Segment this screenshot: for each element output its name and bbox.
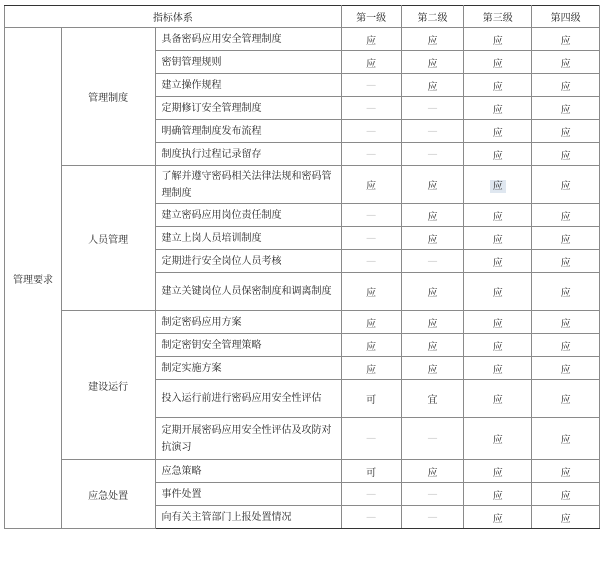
- table-row: [5, 166, 600, 204]
- requirement-value: 应: [560, 81, 571, 93]
- requirement-value: 应: [427, 234, 438, 246]
- level-3-cell: [464, 483, 532, 506]
- level-4-cell: [532, 166, 600, 204]
- requirement-value: 应: [560, 211, 571, 223]
- table-body: [5, 28, 600, 529]
- indicator-item: 制度执行过程记录留存: [155, 143, 341, 166]
- requirement-value: 应: [492, 318, 503, 330]
- indicator-item: 建立操作规程: [155, 74, 341, 97]
- level-4-cell: [532, 143, 600, 166]
- level-1-cell: [341, 506, 401, 529]
- indicator-item: 建立密码应用岗位责任制度: [155, 204, 341, 227]
- requirement-value: 应: [427, 288, 438, 299]
- level-3-cell: [464, 166, 532, 204]
- requirement-value: —: [366, 148, 377, 160]
- indicator-item: 制定密码应用方案: [155, 311, 341, 334]
- level-1-cell: [341, 273, 401, 311]
- level-1-cell: [341, 143, 401, 166]
- level-2-cell: [401, 380, 464, 418]
- level-4-cell: [532, 204, 600, 227]
- level-1-cell: [341, 250, 401, 273]
- requirement-value: 应: [560, 490, 571, 502]
- level-3-cell: [464, 311, 532, 334]
- requirement-value: 应: [492, 35, 503, 47]
- level-3-cell: [464, 97, 532, 120]
- level-4-cell: [532, 334, 600, 357]
- table-row: [5, 28, 600, 51]
- level-2-cell: [401, 334, 464, 357]
- indicator-item: 建立上岗人员培训制度: [155, 227, 341, 250]
- level-2-cell: [401, 28, 464, 51]
- indicator-item: 建立关键岗位人员保密制度和调离制度: [155, 273, 341, 311]
- level-3-cell: [464, 51, 532, 74]
- level-2-cell: [401, 166, 464, 204]
- indicator-item: 制定密钥安全管理策略: [155, 334, 341, 357]
- requirement-value: —: [366, 232, 377, 244]
- level-3-cell: [464, 28, 532, 51]
- header-level-3: 第三级: [464, 6, 532, 28]
- indicator-item: 密钥管理规则: [155, 51, 341, 74]
- indicator-item: 定期进行安全岗位人员考核: [155, 250, 341, 273]
- level-1-cell: [341, 28, 401, 51]
- requirement-value: —: [366, 209, 377, 221]
- requirement-label: 管理要求: [5, 28, 62, 529]
- requirement-value: —: [427, 255, 438, 267]
- requirement-value: 应: [492, 104, 503, 116]
- level-4-cell: [532, 250, 600, 273]
- requirement-value: 应: [492, 81, 503, 93]
- level-4-cell: [532, 483, 600, 506]
- requirement-value: 应: [366, 341, 377, 353]
- requirement-value: 宜: [427, 395, 438, 406]
- category-label: 人员管理: [61, 166, 155, 311]
- level-2-cell: [401, 51, 464, 74]
- requirement-value: 应: [490, 180, 506, 193]
- requirement-value: 应: [560, 234, 571, 246]
- category-label: 应急处置: [61, 460, 155, 529]
- level-4-cell: [532, 357, 600, 380]
- indicator-item: 具备密码应用安全管理制度: [155, 28, 341, 51]
- level-4-cell: [532, 97, 600, 120]
- category-label: 建设运行: [61, 311, 155, 460]
- level-3-cell: [464, 204, 532, 227]
- requirement-value: 应: [560, 395, 571, 406]
- indicator-item: 投入运行前进行密码应用安全性评估: [155, 380, 341, 418]
- level-4-cell: [532, 120, 600, 143]
- level-2-cell: [401, 74, 464, 97]
- level-1-cell: [341, 97, 401, 120]
- level-1-cell: [341, 380, 401, 418]
- indicator-item: 向有关主管部门上报处置情况: [155, 506, 341, 529]
- level-2-cell: [401, 418, 464, 460]
- requirement-value: 应: [492, 211, 503, 223]
- requirement-value: 应: [427, 35, 438, 47]
- requirement-value: —: [427, 488, 438, 500]
- requirement-value: 应: [560, 318, 571, 330]
- header-level-4: 第四级: [532, 6, 600, 28]
- header-level-1: 第一级: [341, 6, 401, 28]
- indicator-item: 应急策略: [155, 460, 341, 483]
- requirement-value: —: [427, 102, 438, 114]
- level-1-cell: [341, 227, 401, 250]
- indicator-item: 定期开展密码应用安全性评估及攻防对抗演习: [155, 418, 341, 460]
- requirement-value: 应: [560, 58, 571, 70]
- requirement-value: 应: [366, 58, 377, 70]
- level-3-cell: [464, 227, 532, 250]
- level-2-cell: [401, 483, 464, 506]
- requirement-value: 应: [427, 364, 438, 376]
- indicator-item: 明确管理制度发布流程: [155, 120, 341, 143]
- requirement-value: 应: [366, 35, 377, 47]
- requirement-value: 可: [366, 395, 377, 406]
- indicator-item: 事件处置: [155, 483, 341, 506]
- level-2-cell: [401, 227, 464, 250]
- level-1-cell: [341, 51, 401, 74]
- level-3-cell: [464, 74, 532, 97]
- requirement-value: 应: [560, 257, 571, 269]
- level-4-cell: [532, 273, 600, 311]
- level-1-cell: [341, 311, 401, 334]
- level-4-cell: [532, 506, 600, 529]
- level-1-cell: [341, 418, 401, 460]
- requirement-value: 应: [492, 513, 503, 525]
- level-3-cell: [464, 506, 532, 529]
- level-3-cell: [464, 334, 532, 357]
- requirement-value: —: [427, 433, 438, 444]
- requirements-table-container: [4, 5, 600, 529]
- indicator-item: 定期修订安全管理制度: [155, 97, 341, 120]
- level-3-cell: [464, 418, 532, 460]
- requirement-value: 应: [560, 364, 571, 376]
- requirement-value: 应: [492, 150, 503, 162]
- level-4-cell: [532, 311, 600, 334]
- requirement-value: —: [427, 148, 438, 160]
- requirement-value: 应: [560, 150, 571, 162]
- requirement-value: 应: [560, 127, 571, 139]
- level-1-cell: [341, 334, 401, 357]
- level-1-cell: [341, 74, 401, 97]
- requirement-value: 可: [366, 467, 377, 479]
- level-2-cell: [401, 250, 464, 273]
- requirement-value: 应: [427, 81, 438, 93]
- requirement-value: 应: [492, 58, 503, 70]
- requirement-value: 应: [560, 104, 571, 116]
- requirements-table: [4, 5, 600, 529]
- requirement-value: 应: [427, 58, 438, 70]
- requirement-value: 应: [560, 435, 571, 446]
- requirement-value: —: [366, 102, 377, 114]
- level-2-cell: [401, 204, 464, 227]
- level-3-cell: [464, 120, 532, 143]
- level-3-cell: [464, 250, 532, 273]
- requirement-value: 应: [427, 318, 438, 330]
- requirement-value: 应: [427, 341, 438, 353]
- requirement-value: 应: [560, 288, 571, 299]
- level-1-cell: [341, 166, 401, 204]
- header-system: 指标体系: [5, 6, 342, 28]
- requirement-value: —: [427, 125, 438, 137]
- requirement-value: —: [366, 433, 377, 444]
- requirement-value: 应: [366, 364, 377, 376]
- level-3-cell: [464, 143, 532, 166]
- level-3-cell: [464, 273, 532, 311]
- header-row: [5, 6, 600, 28]
- level-4-cell: [532, 418, 600, 460]
- level-3-cell: [464, 380, 532, 418]
- level-1-cell: [341, 483, 401, 506]
- level-4-cell: [532, 380, 600, 418]
- requirement-value: 应: [427, 181, 438, 192]
- requirement-value: 应: [492, 341, 503, 353]
- category-label: 管理制度: [61, 28, 155, 166]
- level-4-cell: [532, 74, 600, 97]
- requirement-value: —: [366, 255, 377, 267]
- requirement-value: 应: [366, 181, 377, 192]
- requirement-value: —: [366, 79, 377, 91]
- table-row: [5, 311, 600, 334]
- level-1-cell: [341, 357, 401, 380]
- requirement-value: 应: [492, 234, 503, 246]
- requirement-value: 应: [560, 35, 571, 47]
- level-1-cell: [341, 120, 401, 143]
- level-2-cell: [401, 97, 464, 120]
- requirement-value: 应: [492, 435, 503, 446]
- requirement-value: —: [366, 125, 377, 137]
- level-2-cell: [401, 506, 464, 529]
- requirement-value: 应: [560, 467, 571, 479]
- level-1-cell: [341, 204, 401, 227]
- level-2-cell: [401, 143, 464, 166]
- requirement-value: 应: [492, 288, 503, 299]
- requirement-value: 应: [492, 395, 503, 406]
- level-1-cell: [341, 460, 401, 483]
- level-3-cell: [464, 460, 532, 483]
- level-3-cell: [464, 357, 532, 380]
- header-level-2: 第二级: [401, 6, 464, 28]
- level-2-cell: [401, 273, 464, 311]
- table-row: [5, 460, 600, 483]
- requirement-value: 应: [427, 467, 438, 479]
- level-2-cell: [401, 120, 464, 143]
- level-4-cell: [532, 28, 600, 51]
- indicator-item: 了解并遵守密码相关法律法规和密码管理制度: [155, 166, 341, 204]
- requirement-value: 应: [492, 127, 503, 139]
- requirement-value: 应: [366, 318, 377, 330]
- requirement-value: 应: [492, 490, 503, 502]
- requirement-value: 应: [492, 467, 503, 479]
- requirement-value: 应: [560, 341, 571, 353]
- requirement-value: —: [366, 488, 377, 500]
- level-4-cell: [532, 51, 600, 74]
- requirement-value: —: [427, 511, 438, 523]
- level-4-cell: [532, 227, 600, 250]
- requirement-value: 应: [560, 181, 571, 192]
- requirement-value: 应: [492, 257, 503, 269]
- level-4-cell: [532, 460, 600, 483]
- requirement-value: 应: [492, 364, 503, 376]
- level-2-cell: [401, 357, 464, 380]
- level-2-cell: [401, 311, 464, 334]
- requirement-value: 应: [366, 288, 377, 299]
- level-2-cell: [401, 460, 464, 483]
- requirement-value: 应: [427, 211, 438, 223]
- requirement-value: 应: [560, 513, 571, 525]
- requirement-value: —: [366, 511, 377, 523]
- indicator-item: 制定实施方案: [155, 357, 341, 380]
